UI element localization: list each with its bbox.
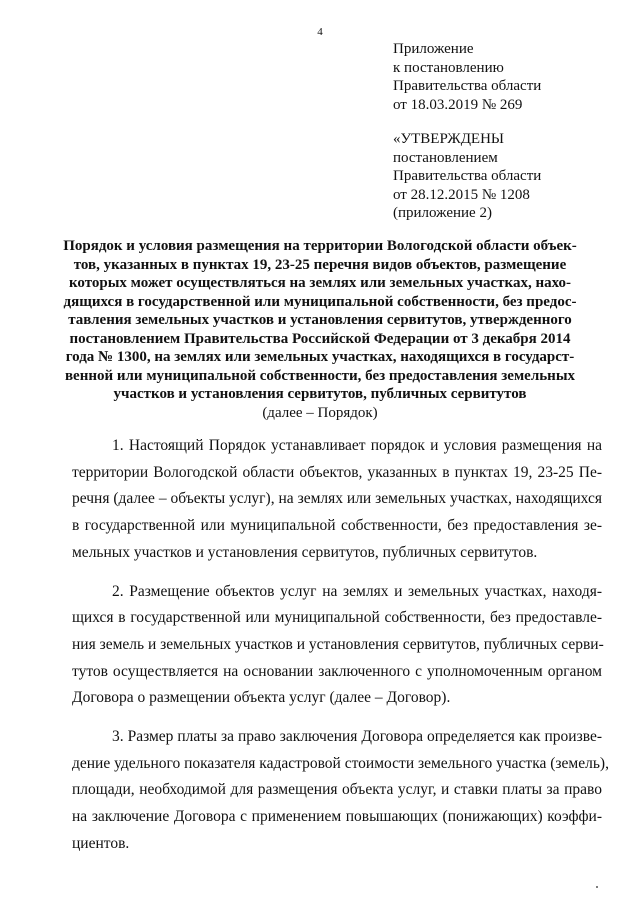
paragraph-line: площади, необходимой для размещения объекта услуг, и ставки платы за право — [72, 781, 602, 799]
paragraph-line: 3. Размер платы за право заключения Договора определяется как произве- — [112, 728, 602, 746]
approved-line: Правительства области — [393, 168, 542, 184]
appendix-line: Правительства области — [393, 78, 542, 94]
paragraph-3 — [72, 724, 609, 858]
paragraph-line: ния земель и земельных участков и установления сервитутов, публичных серви- — [72, 635, 604, 653]
page-number: 4 — [317, 26, 323, 38]
appendix-line: от 18.03.2019 № 269 — [393, 96, 523, 113]
title-line: тавления земельных участков и установления сервитутов, утвержденного — [68, 312, 572, 328]
approved-line: постановлением — [393, 149, 498, 166]
appendix-line: к постановлению — [393, 59, 504, 76]
scan-speck — [596, 886, 598, 888]
paragraph-line: тутов осуществляется на основании заключенного с уполномоченным органом — [72, 662, 602, 680]
paragraph-1 — [72, 433, 602, 567]
appendix-line: Приложение — [393, 41, 474, 57]
paragraph-line: речня (далее – объекты услуг), на землях или земельных участках, находящихся — [72, 490, 602, 508]
approved-block — [393, 130, 541, 223]
paragraph-line: 1. Настоящий Порядок устанавливает порядок и условия размещения на — [112, 437, 602, 454]
title-line: участков и установления сервитутов, публичных сервитутов — [113, 386, 527, 402]
title-line: Порядок и условия размещения на территории Вологодской области объек- — [63, 238, 577, 254]
paragraph-line: мельных участков и установления сервитутов, публичных сервитутов. — [72, 543, 538, 561]
paragraph-line: циентов. — [72, 834, 130, 852]
appendix-block — [393, 40, 541, 114]
paragraph-line: щихся в государственной или муниципальной собственности, без предоставле- — [72, 609, 602, 627]
paragraph-line: Договора о размещении объекта услуг (далее – Договор). — [72, 689, 451, 707]
paragraph-2 — [72, 579, 602, 713]
approved-line: от 28.12.2015 № 1208 — [393, 186, 530, 203]
paragraph-line: территории Вологодской области объектов, указанных в пунктах 19, 23-25 Пе- — [72, 463, 602, 481]
title-subtitle: (далее – Порядок) — [262, 404, 378, 421]
paragraph-line: на заключение Договора с применением повышающих (понижающих) коэффи- — [72, 808, 602, 826]
document-title — [0, 237, 640, 422]
title-line: тов, указанных в пунктах 19, 23-25 перечня видов объектов, размещение — [73, 256, 567, 273]
title-line: которых может осуществляться на землях или земельных участках, нахо- — [68, 275, 572, 291]
paragraph-line: в государственной или муниципальной собственности, без предоставления зе- — [72, 517, 602, 535]
title-line: года № 1300, на землях или земельных участках, находящихся в государст- — [65, 349, 575, 365]
body-text — [72, 433, 609, 858]
title-line: постановлением Правительства Российской Федерации от 3 декабря 2014 — [69, 330, 571, 347]
approved-line: (приложение 2) — [393, 205, 492, 221]
paragraph-line: 2. Размещение объектов услуг на землях и земельных участках, находя- — [112, 582, 602, 600]
paragraph-line: дение удельного показателя кадастровой стоимости земельного участка (земель), — [72, 754, 609, 772]
title-line: венной или муниципальной собственности, без предоставления земельных — [64, 367, 576, 384]
title-line: дящихся в государственной или муниципальной собственности, без предос- — [63, 293, 577, 310]
approved-line: «УТВЕРЖДЕНЫ — [393, 131, 505, 147]
